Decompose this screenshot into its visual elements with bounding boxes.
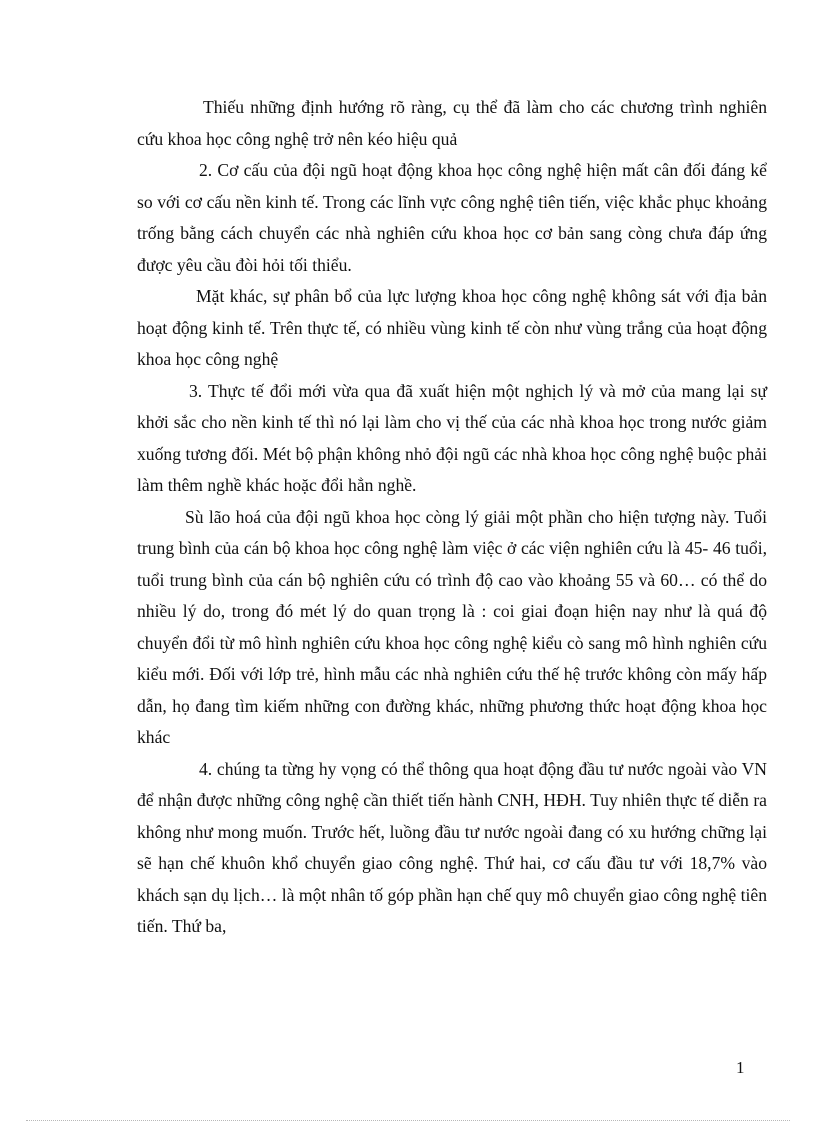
paragraph-4: 3. Thực tế đổi mới vừa qua đã xuất hiện một nghịch lý và mở của mang lại sự khởi sắc cho nền kinh tế thì nó lại làm cho vị thế của các nhà khoa học trong nước giảm xuống tương đối. Mét bộ phận không nhỏ đội ngũ các nhà khoa học công nghệ buộc phải làm thêm nghề khác hoặc đổi hẳn nghề. [137,380,767,495]
paragraph-1: Thiếu những định hướng rõ ràng, cụ thể đã làm cho các chương trình nghiên cứu khoa học công nghệ trở nên kéo hiệu quả [137,97,767,149]
paragraph-6: 4. chúng ta từng hy vọng có thể thông qua hoạt động đầu tư nước ngoài vào VN để nhận được những công nghệ cần thiết tiến hành CNH, HĐH. Tuy nhiên thực tế diễn ra không như mong muốn. Trước hết, luồng đầu tư nước ngoài đang có xu hướng chững lại sẽ hạn chế khuôn khổ chuyển giao công nghệ. Thứ hai, cơ cấu đầu tư với 18,7% vào khách sạn dụ lịch… là một nhân tố góp phần hạn chế quy mô chuyển giao công nghệ tiên tiến. Thứ ba, [137,758,767,936]
footer-divider [26,1120,790,1121]
paragraph-5: Sù lão hoá của đội ngũ khoa học còng lý giải một phần cho hiện tượng này. Tuổi trung bình của cán bộ khoa học công nghệ làm việc ở các viện nghiên cứu là 45- 46 tuổi, tuổi trung bình của cán bộ nghiên cứu có trình độ cao vào khoảng 55 và 60… có thể do nhiều lý do, trong đó mét lý do quan trọng là : coi giai đoạn hiện nay như là quá độ chuyển đổi từ mô hình nghiên cứu khoa học công nghệ kiểu cò sang mô hình nghiên cứu kiểu mới. Đối với lớp trẻ, hình mẫu các nhà nghiên cứu thế hệ trước không còn mấy hấp dẫn, họ đang tìm kiếm những con đường khác, những phương thức hoạt động khoa học khác [137,506,767,747]
page-number: 1 [736,1058,745,1077]
body-text [137,92,767,943]
paragraph-3: Mặt khác, sự phân bổ của lực lượng khoa học công nghệ không sát với địa bản hoạt động kinh tế. Trên thực tế, có nhiều vùng kinh tế còn như vùng trắng của hoạt động khoa học công nghệ [137,286,767,369]
paragraph-2: 2. Cơ cấu của đội ngũ hoạt động khoa học công nghệ hiện mất cân đối đáng kể so với cơ cấu nền kinh tế. Trong các lĩnh vực công nghệ tiên tiến, việc khắc phục khoảng trống bằng cách chuyển các nhà nghiên cứu khoa học cơ bản sang còng chưa đáp ứng được yêu cầu đòi hỏi tối thiểu. [137,160,767,275]
